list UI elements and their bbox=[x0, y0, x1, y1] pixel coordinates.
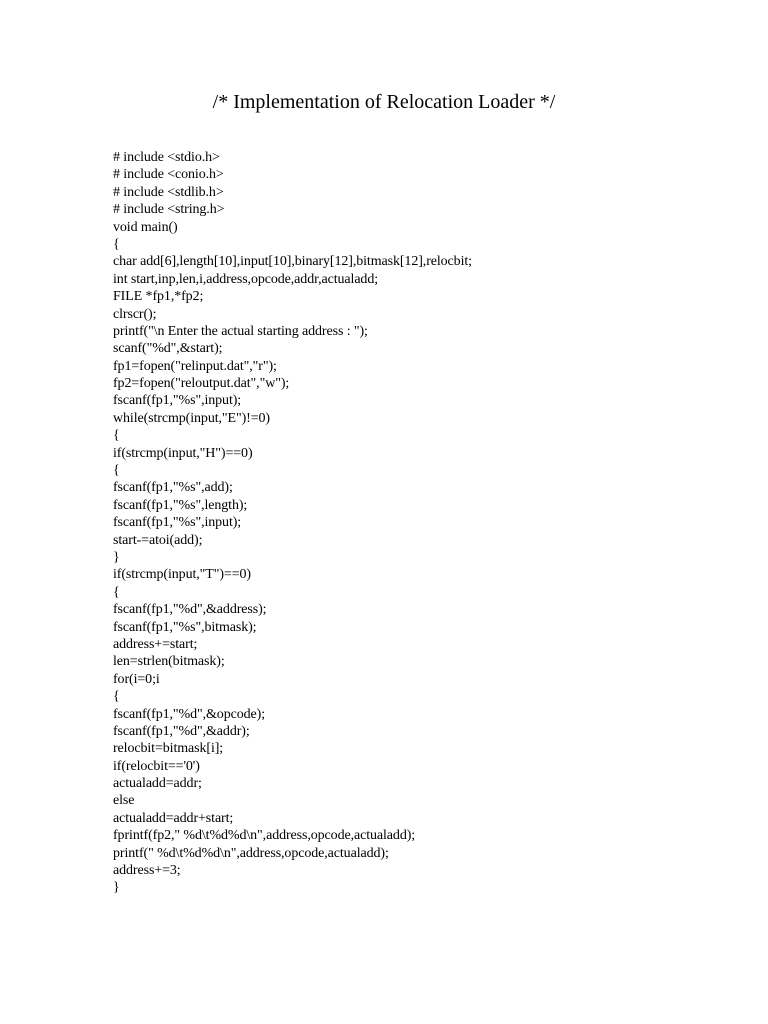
code-line: fscanf(fp1,"%s",input); bbox=[113, 393, 242, 409]
code-line: # include <string.h> bbox=[113, 202, 225, 218]
code-line: while(strcmp(input,"E")!=0) bbox=[113, 410, 270, 426]
code-line: { bbox=[113, 584, 120, 600]
code-line: { bbox=[113, 236, 120, 252]
code-line: fscanf(fp1,"%s",add); bbox=[113, 480, 233, 496]
code-line: address+=3; bbox=[113, 863, 181, 879]
code-line: len=strlen(bitmask); bbox=[113, 654, 225, 670]
code-listing bbox=[113, 149, 733, 897]
code-line: fscanf(fp1,"%d",&addr); bbox=[113, 723, 250, 739]
code-line: fp2=fopen("reloutput.dat","w"); bbox=[113, 376, 290, 392]
code-line: fscanf(fp1,"%d",&opcode); bbox=[113, 706, 265, 722]
code-line: fscanf(fp1,"%s",length); bbox=[113, 497, 248, 513]
code-line: { bbox=[113, 689, 120, 705]
code-line: scanf("%d",&start); bbox=[113, 341, 223, 357]
code-line: printf("\n Enter the actual starting address : "); bbox=[113, 323, 368, 339]
code-line: fscanf(fp1,"%s",bitmask); bbox=[113, 619, 257, 635]
code-line: if(relocbit=='0') bbox=[113, 758, 200, 774]
code-line: fscanf(fp1,"%d",&address); bbox=[113, 602, 267, 618]
code-line: for(i=0;i bbox=[113, 671, 160, 687]
code-line: int start,inp,len,i,address,opcode,addr,actualadd; bbox=[113, 271, 379, 287]
code-line: FILE *fp1,*fp2; bbox=[113, 289, 204, 305]
document-title: /* Implementation of Relocation Loader */ bbox=[212, 91, 556, 113]
code-line: if(strcmp(input,"H")==0) bbox=[113, 445, 253, 461]
code-line: if(strcmp(input,"T")==0) bbox=[113, 567, 251, 583]
code-line: start-=atoi(add); bbox=[113, 532, 203, 548]
code-line: } bbox=[113, 880, 120, 896]
code-line: char add[6],length[10],input[10],binary[12],bitmask[12],relocbit; bbox=[113, 254, 472, 270]
code-line: # include <stdio.h> bbox=[113, 150, 220, 165]
code-line: relocbit=bitmask[i]; bbox=[113, 741, 224, 757]
code-line: else bbox=[113, 793, 135, 809]
code-line: # include <stdlib.h> bbox=[113, 184, 224, 200]
code-line: void main() bbox=[113, 219, 178, 235]
code-line: { bbox=[113, 428, 120, 444]
code-line: clrscr(); bbox=[113, 306, 157, 322]
code-line: fprintf(fp2," %d\t%d%d\n",address,opcode,actualadd); bbox=[113, 828, 416, 844]
code-line: fp1=fopen("relinput.dat","r"); bbox=[113, 358, 277, 374]
code-line: } bbox=[113, 549, 120, 565]
code-line: # include <conio.h> bbox=[113, 167, 224, 183]
code-line: fscanf(fp1,"%s",input); bbox=[113, 515, 242, 531]
code-line: address+=start; bbox=[113, 636, 198, 652]
code-line: printf(" %d\t%d%d\n",address,opcode,actualadd); bbox=[113, 845, 389, 861]
code-line: actualadd=addr; bbox=[113, 776, 202, 792]
code-line: { bbox=[113, 463, 120, 479]
code-line: actualadd=addr+start; bbox=[113, 810, 234, 826]
